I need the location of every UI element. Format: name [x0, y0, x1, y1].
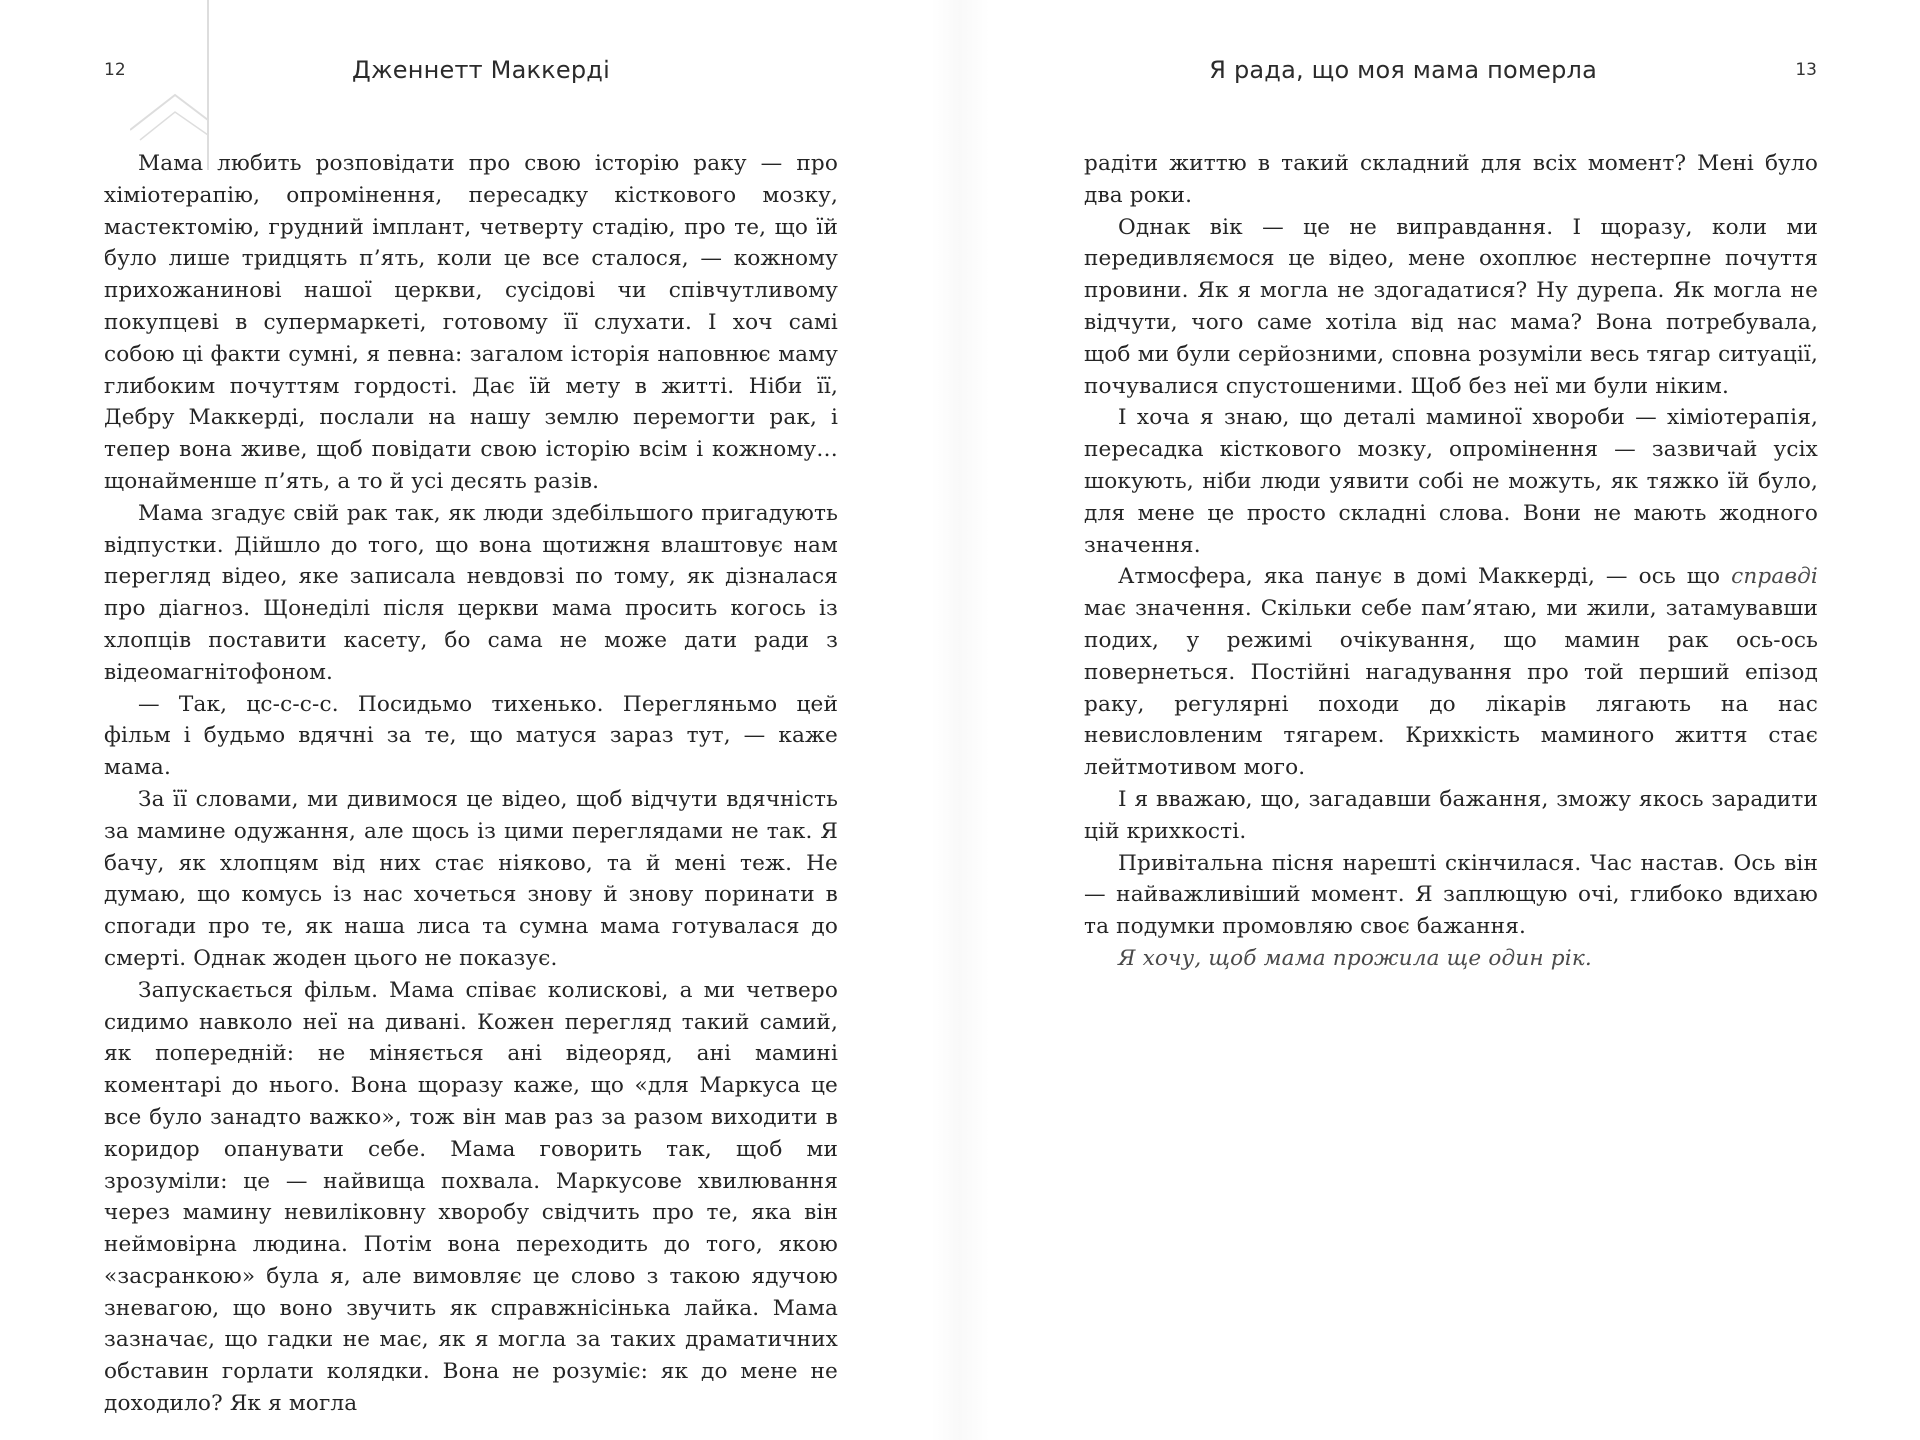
- wish-italic-line: Я хочу, щоб мама прожила ще один рік.: [1118, 945, 1592, 971]
- right-page: [960, 0, 1920, 1440]
- page-number: 12: [104, 60, 126, 80]
- paragraph: Привітальна пісня нарешті скінчилася. Час настав. Ось він — найважливіший момент. Я заплющую очі, глибоко вдихаю та подумки промовляю своє бажання.: [1084, 850, 1818, 940]
- page-number: 13: [1795, 60, 1817, 80]
- paragraph-text: Атмосфера, яка панує в домі Маккерді, — ось що: [1118, 564, 1732, 590]
- right-page-body: [1084, 148, 1818, 975]
- paragraph: [1084, 561, 1818, 784]
- watermark-icon: [130, 0, 210, 170]
- left-page-body: [104, 148, 838, 1420]
- running-head-title: Я рада, що моя мама померла: [1209, 56, 1597, 84]
- paragraph: І я вважаю, що, загадавши бажання, зможу якось зарадити цій крихкості.: [1084, 786, 1818, 844]
- paragraph: Однак вік — це не виправдання. І щоразу, коли ми передивляємося це відео, мене охоплює нестерпне почуття провини. Як я могла не здогадатися? Ну дурепа. Як могла не відчути, чого саме хотіла від нас мама? Вона потребувала, щоб ми були серйозними, сповна розуміли весь тягар ситуації, почувалися спустошеними. Щоб без неї ми були ніким.: [1084, 214, 1818, 399]
- paragraph: радіти життю в такий складний для всіх момент? Мені було два роки.: [1084, 151, 1818, 208]
- paragraph: Запускається фільм. Мама співає колискові, а ми четверо сидимо навколо неї на дивані. Кожен перегляд такий самий, як попередній: не міняється ані відеоряд, ані мамині коментарі до нього. Вона щоразу каже, що «для Маркуса це все було занадто важко», тож він мав раз за разом виходити в коридор опанувати себе. Мама говорить так, щоб ми зрозуміли: це — найвища похвала. Маркусове хвилювання через мамину невиліковну хворобу свідчить про те, яка він неймовірна людина. Потім вона переходить до того, якою «засранкою» була я, але вимовляє це слово з такою ядучою зневагою, що воно звучить як справжнісінька лайка. Мама зазначає, що гадки не має, як я могла за таких драматичних обставин горлати колядки. Вона не розуміє: як до мене не доходило? Як я могла: [104, 977, 838, 1417]
- paragraph: — Так, цс-с-с-с. Посидьмо тихенько. Перегляньмо цей фільм і будьмо вдячні за те, що матуся зараз тут, — каже мама.: [104, 691, 838, 781]
- paragraph: Мама згадує свій рак так, як люди здебільшого пригадують відпустки. Дійшло до того, що вона щотижня влаштовує нам перегляд відео, яке записала невдовзі по тому, як дізналася про діагноз. Щонеділі після церкви мама просить когось із хлопців поставити касету, бо сама не може дати ради з відеомагнітофоном.: [104, 500, 838, 685]
- paragraph: І хоча я знаю, що деталі маминої хвороби — хіміотерапія, пересадка кісткового мозку, опромінення — зазвичай усіх шокують, ніби люди уявити собі не можуть, як тяжко їй було, для мене це просто складні слова. Вони не мають жодного значення.: [1084, 405, 1818, 558]
- emphasis: справді: [1731, 564, 1818, 590]
- paragraph-text: має значення. Скільки себе пам’ятаю, ми жили, затамувавши подих, у режимі очікування, що мамин рак ось-ось повернеться. Постійні нагадування про той перший епізод раку, регулярні походи до лікарів лягають на нас невисловленим тягарем. Крихкість маминого життя стає лейтмотивом мого.: [1084, 596, 1818, 781]
- running-head-author: Дженнетт Маккерді: [352, 56, 610, 84]
- paragraph: Мама любить розповідати про свою історію раку — про хіміотерапію, опромінення, пересадку кісткового мозку, мастектомію, грудний імплант, четверту стадію, про те, що їй було лише тридцять п’ять, коли це все сталося, — кожному прихожанинові нашої церкви, сусідові чи співчутливому покупцеві в супермаркеті, готовому її слухати. І хоч самі собою ці факти сумні, я певна: загалом історія наповнює маму глибоким почуттям гордості. Дає їй мету в житті. Ніби її, Дебру Маккерді, послали на нашу землю перемогти рак, і тепер вона живе, щоб повідати свою історію всім і кожному… щонайменше п’ять, а то й усі десять разів.: [104, 151, 838, 494]
- paragraph: За її словами, ми дивимося це відео, щоб відчути вдячність за мамине одужання, але щось із цими переглядами не так. Я бачу, як хлопцям від них стає ніяково, та й мені теж. Не думаю, що комусь із нас хочеться знову й знову поринати в спогади про те, як наша лиса та сумна мама готувалася до смерті. Однак жоден цього не показує.: [104, 786, 838, 971]
